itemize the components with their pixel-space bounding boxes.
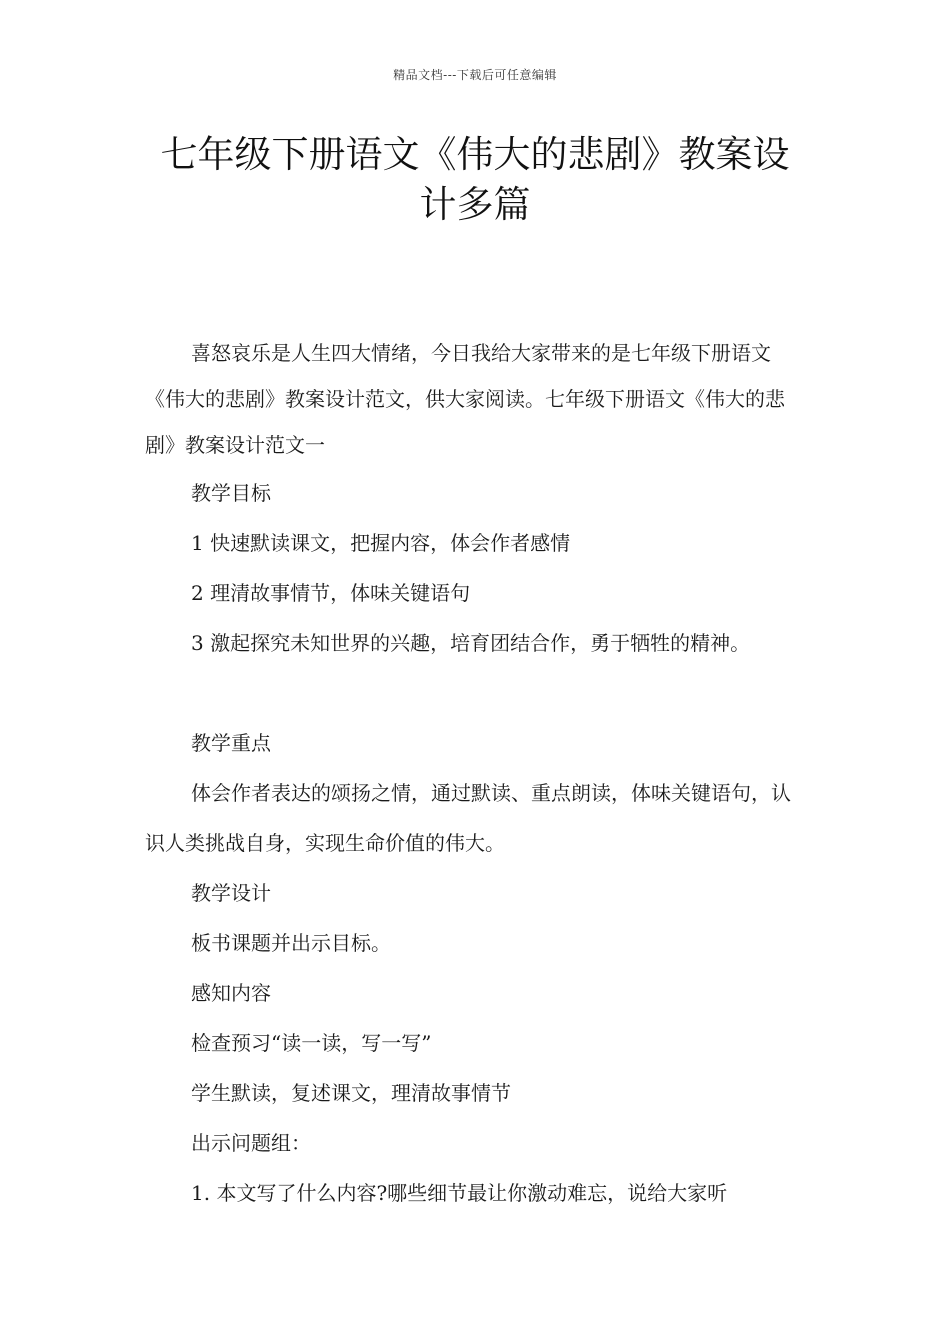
step-retell: 学生默读，复述课文，理清故事情节 (191, 1081, 511, 1105)
goal-item-3: 3 激起探究未知世界的兴趣，培育团结合作，勇于牺牲的精神。 (191, 631, 751, 655)
step-preview: 检查预习“读一读，写一写” (191, 1031, 432, 1055)
focus-heading: 教学重点 (191, 731, 271, 755)
focus-paragraph: 体会作者表达的颂扬之情，通过默读、重点朗读，体味关键语句，认识人类挑战自身，实现生命价值的伟大。 (145, 781, 791, 855)
step-questions: 出示问题组： (191, 1131, 311, 1155)
intro-paragraph: 喜怒哀乐是人生四大情绪，今日我给大家带来的是七年级下册语文《伟大的悲剧》教案设计范文，供大家阅读。七年级下册语文《伟大的悲剧》教案设计范文一 (145, 341, 785, 457)
design-heading: 教学设计 (191, 881, 271, 905)
question-item-1: 1. 本文写了什么内容?哪些细节最让你激动难忘，说给大家听 (191, 1181, 728, 1205)
header-note: 精品文档---下载后可任意编辑 (393, 68, 557, 82)
goal-item-1: 1 快速默读课文，把握内容，体会作者感情 (191, 531, 571, 555)
goal-item-2: 2 理清故事情节，体味关键语句 (191, 581, 471, 605)
title-line-1: 七年级下册语文《伟大的悲剧》教案设 (160, 133, 790, 176)
document-body (145, 330, 810, 1218)
title-line-2: 计多篇 (419, 183, 531, 226)
page-title (100, 130, 850, 230)
step-board: 板书课题并出示目标。 (191, 931, 391, 955)
step-perceive: 感知内容 (191, 981, 271, 1005)
section-gap (145, 668, 810, 718)
goals-heading: 教学目标 (191, 481, 271, 505)
